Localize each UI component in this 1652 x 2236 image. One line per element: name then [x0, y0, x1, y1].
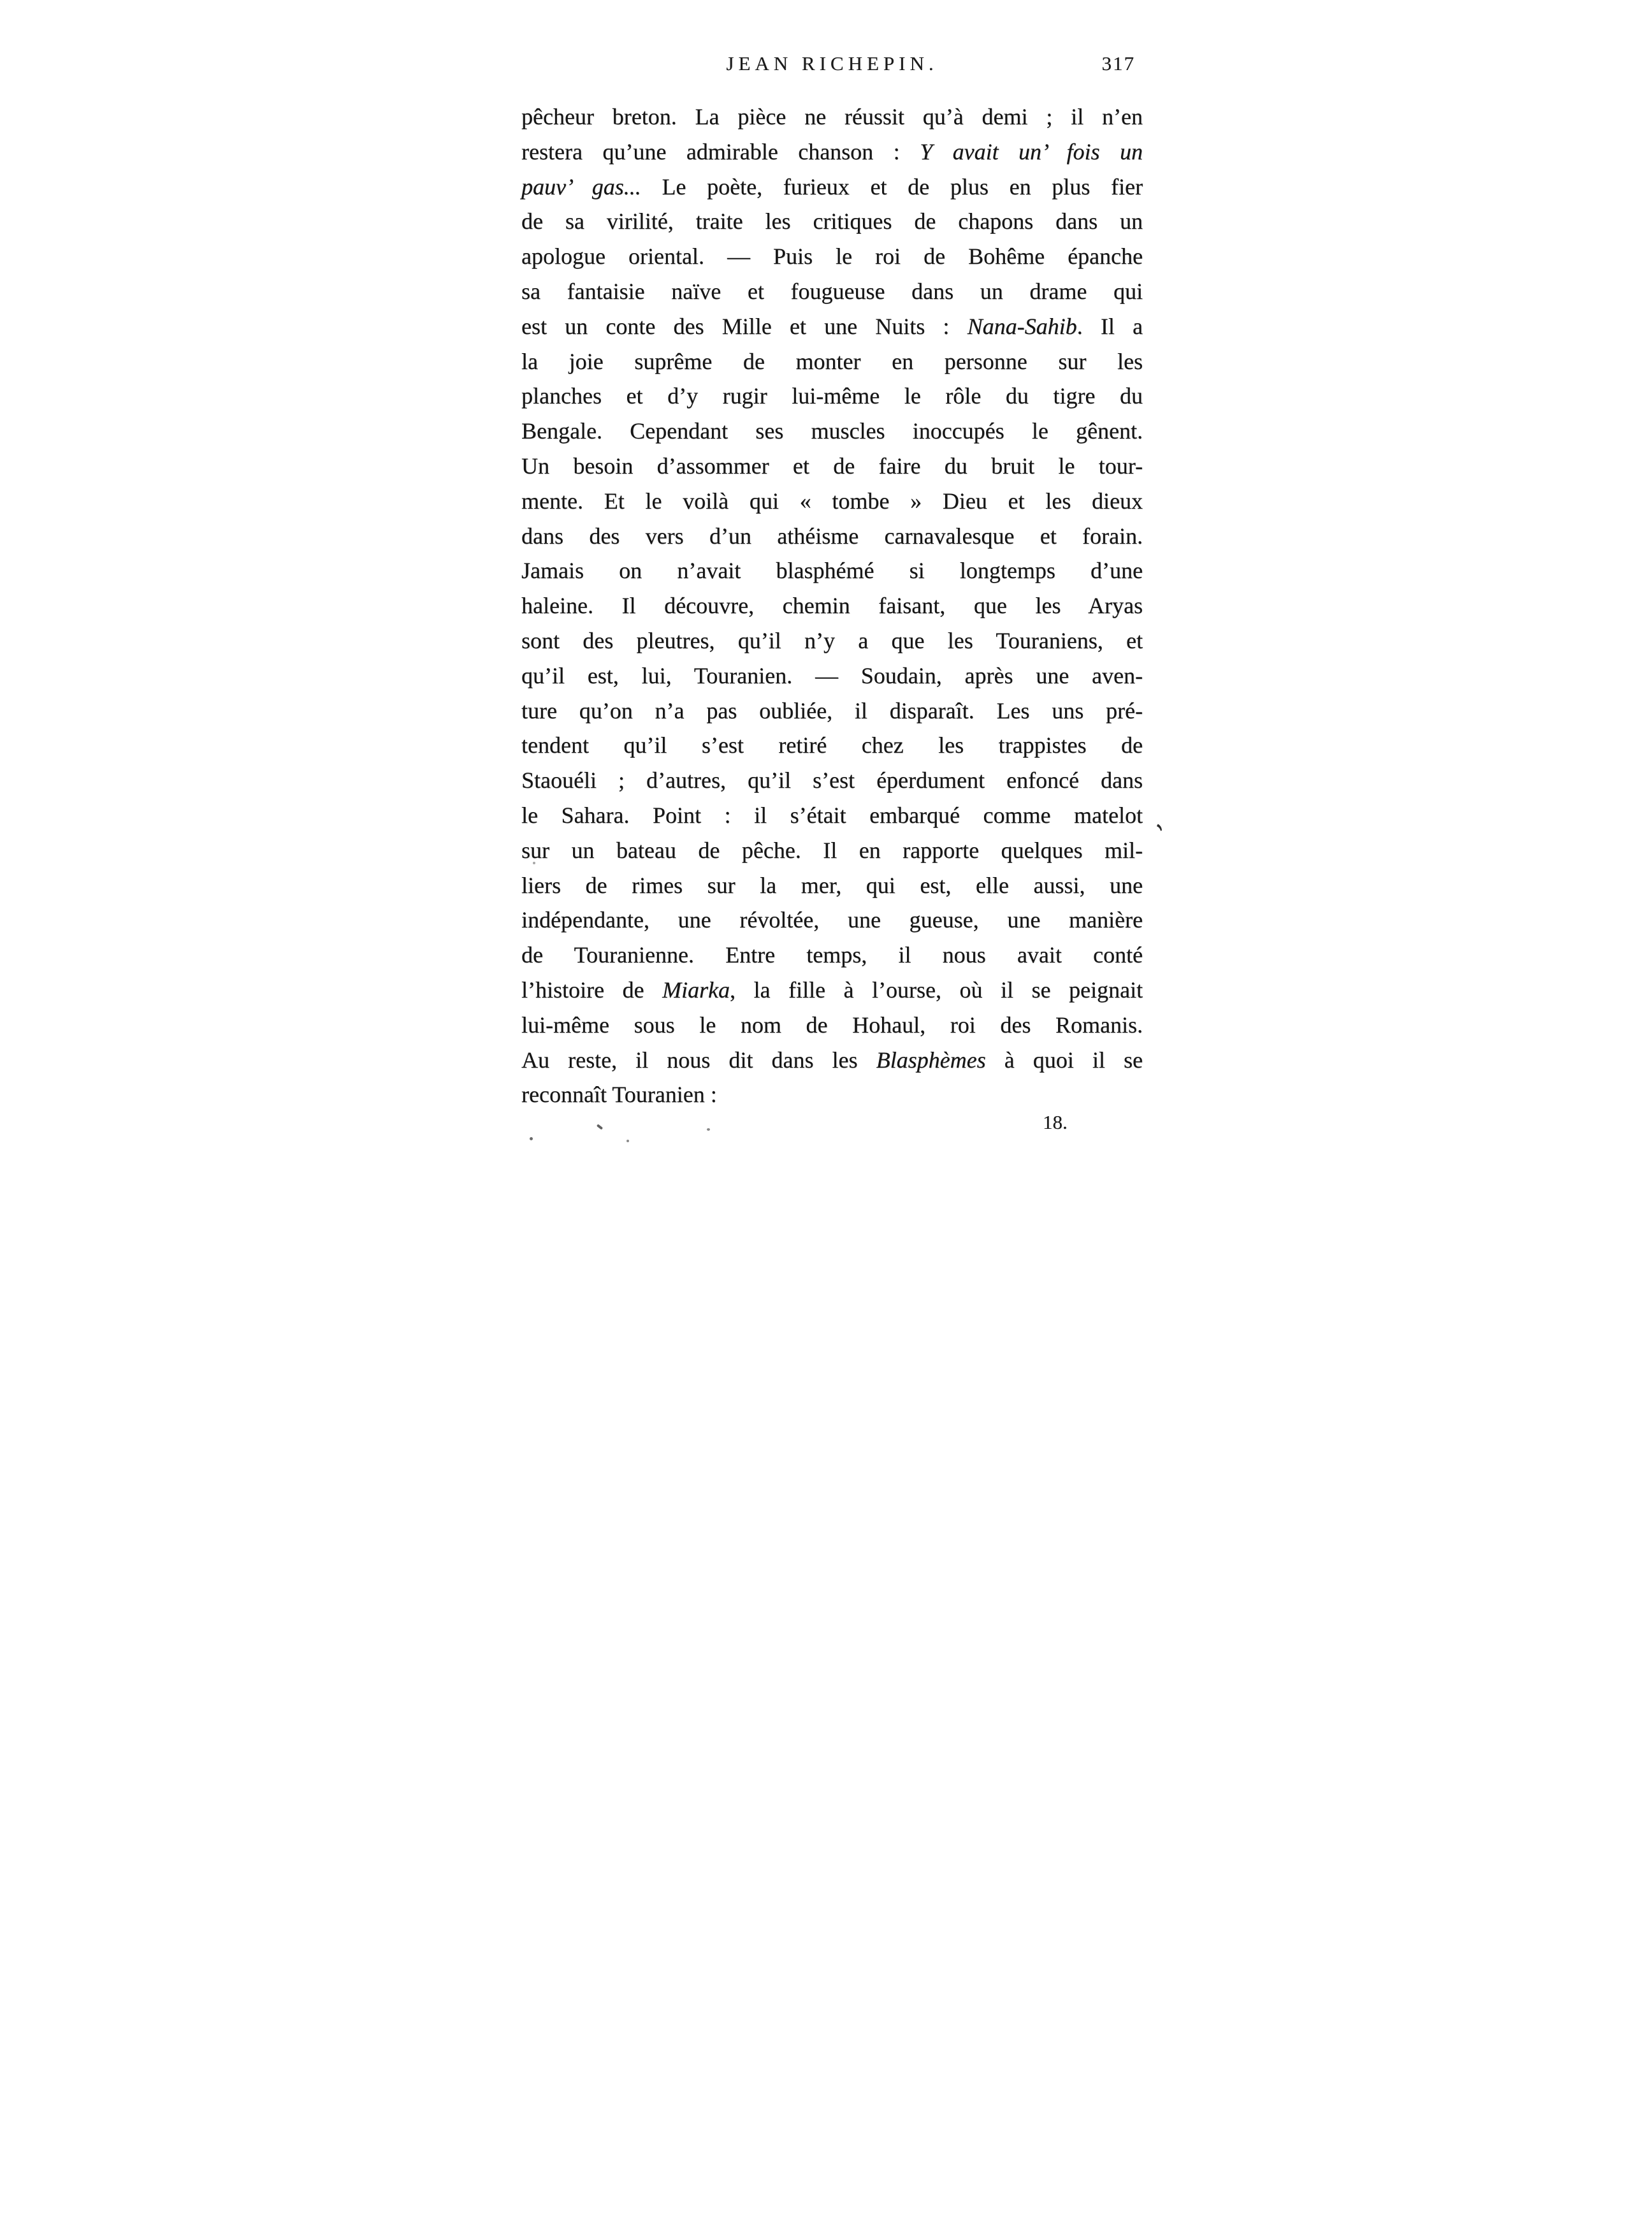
- text-segment: est un conte des Mille et une Nuits :: [521, 313, 967, 339]
- body-text-block: [521, 99, 1143, 1112]
- text-segment: Jamais on n’avait blasphémé si longtemps d’une: [521, 558, 1143, 584]
- text-segment: , la fille à l’ourse, où il se peignait: [729, 976, 1143, 1003]
- text-line: [521, 309, 1143, 344]
- text-segment: dans des vers d’un athéisme carnavalesque et forain.: [521, 523, 1143, 549]
- text-line: [521, 553, 1143, 588]
- italic-text-segment: Nana-Sahib: [967, 313, 1077, 339]
- text-line: [521, 1043, 1143, 1078]
- text-line: [521, 379, 1143, 414]
- text-segment: la joie suprême de monter en personne sur les: [521, 348, 1143, 374]
- text-segment: de Touranienne. Entre temps, il nous avait conté: [521, 942, 1143, 968]
- italic-text-segment: Y avait un’ fois un: [920, 138, 1143, 164]
- text-segment: Bengale. Cependant ses muscles inoccupés le gênent.: [521, 418, 1143, 444]
- text-line: [521, 728, 1143, 763]
- ink-speck: [533, 862, 535, 864]
- text-line: [521, 798, 1143, 833]
- text-segment: tendent qu’il s’est retiré chez les trappistes de: [521, 732, 1143, 759]
- text-segment: Au reste, il nous dit dans les: [521, 1047, 876, 1073]
- text-line: [521, 623, 1143, 658]
- text-segment: sur un bateau de pêche. Il en rapporte quelques mil-: [521, 837, 1143, 863]
- text-line: [521, 763, 1143, 798]
- text-line: [521, 170, 1143, 205]
- ink-speck: [707, 1128, 710, 1131]
- text-line: [521, 519, 1143, 554]
- ink-speck: [597, 1124, 603, 1129]
- running-header: [521, 51, 1143, 80]
- text-line: [521, 274, 1143, 309]
- text-segment: à quoi il se: [985, 1047, 1143, 1073]
- text-line: [521, 973, 1143, 1008]
- text-segment: apologue oriental. — Puis le roi de Bohême épanche: [521, 243, 1143, 270]
- italic-text-segment: Blasphèmes: [876, 1047, 986, 1073]
- ink-speck: [530, 1137, 533, 1140]
- text-line: [521, 204, 1143, 239]
- text-segment: pêcheur breton. La pièce ne réussit qu’à demi ; il n’en: [521, 104, 1143, 129]
- text-line: [521, 484, 1143, 519]
- text-line: [521, 903, 1143, 938]
- text-segment: de sa virilité, traite les critiques de chapons dans un: [521, 208, 1143, 235]
- text-segment: Un besoin d’assommer et de faire du bruit le tour-: [521, 453, 1143, 479]
- ink-speck: [627, 1140, 629, 1142]
- text-segment: le Sahara. Point : il s’était embarqué comme matelot: [521, 802, 1143, 828]
- text-segment: planches et d’y rugir lui-même le rôle du tigre du: [521, 383, 1143, 409]
- text-segment: l’histoire de: [521, 976, 662, 1003]
- text-line: [521, 938, 1143, 973]
- text-segment: ture qu’on n’a pas oubliée, il disparaît. Les uns pré-: [521, 697, 1143, 723]
- signature-mark: 18.: [1043, 1111, 1068, 1133]
- text-line: [521, 414, 1143, 449]
- text-line: [521, 868, 1143, 903]
- text-line: [521, 588, 1143, 623]
- text-line: [521, 344, 1143, 379]
- text-segment: qu’il est, lui, Touranien. — Soudain, après une aven-: [521, 662, 1143, 688]
- text-segment: liers de rimes sur la mer, qui est, elle aussi, une: [521, 872, 1143, 898]
- text-segment: lui-même sous le nom de Hohaul, roi des Romanis.: [521, 1012, 1143, 1038]
- text-line: [521, 693, 1143, 729]
- text-segment: sont des pleutres, qu’il n’y a que les Touraniens, et: [521, 627, 1143, 653]
- text-line: [521, 1008, 1143, 1043]
- text-segment: reconnaît Touranien :: [521, 1082, 717, 1108]
- header-title: JEAN RICHEPIN.: [726, 52, 938, 75]
- text-segment: haleine. Il découvre, chemin faisant, que les Aryas: [521, 593, 1143, 619]
- italic-text-segment: Miarka: [662, 976, 730, 1003]
- text-segment: mente. Et le voilà qui « tombe » Dieu et les dieux: [521, 488, 1143, 514]
- text-line: [521, 1077, 1143, 1112]
- text-segment: Staouéli ; d’autres, qu’il s’est éperdument enfoncé dans: [521, 767, 1143, 794]
- text-segment: indépendante, une révoltée, une gueuse, une manière: [521, 907, 1143, 933]
- italic-text-segment: pauv’ gas...: [521, 173, 641, 200]
- text-line: [521, 134, 1143, 170]
- text-segment: . Il a: [1076, 313, 1143, 339]
- text-line: [521, 833, 1143, 868]
- text-segment: sa fantaisie naïve et fougueuse dans un drame qui: [521, 278, 1143, 304]
- text-line: [521, 658, 1143, 693]
- text-line: [521, 99, 1143, 134]
- text-segment: Le poète, furieux et de plus en plus fier: [641, 173, 1143, 200]
- text-line: [521, 449, 1143, 484]
- text-segment: restera qu’une admirable chanson :: [521, 138, 920, 164]
- text-line: [521, 239, 1143, 274]
- page-number: 317: [1101, 52, 1135, 75]
- stray-ink-mark: ‚: [1135, 811, 1168, 834]
